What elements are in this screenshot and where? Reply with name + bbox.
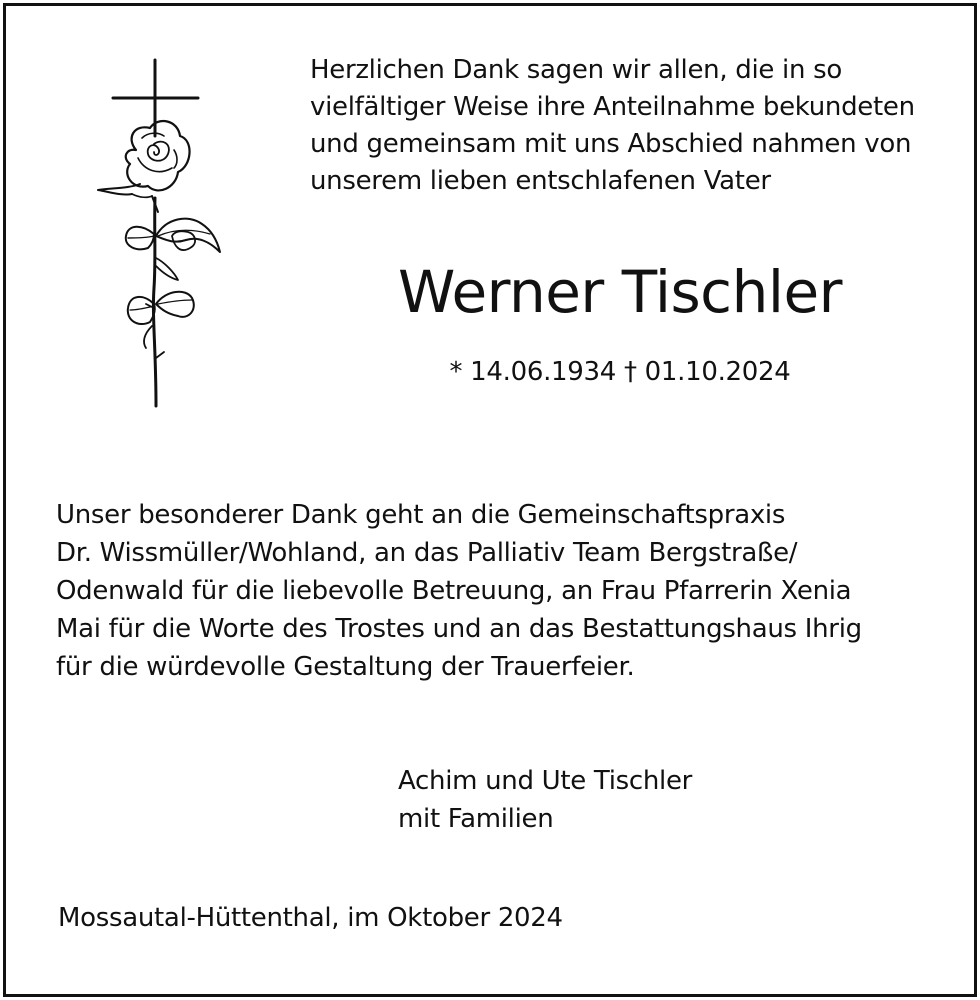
thanks-line: für die würdevolle Gestaltung der Trauerfeier. bbox=[56, 652, 635, 682]
thanks-line: Unser besonderer Dank geht an die Gemeinschaftspraxis bbox=[56, 500, 786, 530]
intro-line: Herzlichen Dank sagen wir allen, die in so bbox=[310, 55, 842, 85]
thanks-line: Dr. Wissmüller/Wohland, an das Palliativ Team Bergstraße/ bbox=[56, 538, 798, 568]
signers-block bbox=[398, 762, 898, 838]
deceased-name: Werner Tischler bbox=[398, 258, 842, 326]
signer-line: mit Familien bbox=[398, 804, 554, 834]
cross-with-rose-icon bbox=[92, 58, 224, 410]
place-and-date: Mossautal-Hüttenthal, im Oktober 2024 bbox=[58, 903, 563, 933]
thanks-line: Mai für die Worte des Trostes und an das Bestattungshaus Ihrig bbox=[56, 614, 862, 644]
thanks-line: Odenwald für die liebevolle Betreuung, an Frau Pfarrerin Xenia bbox=[56, 576, 852, 606]
intro-line: vielfältiger Weise ihre Anteilnahme bekundeten bbox=[310, 92, 915, 122]
intro-paragraph bbox=[310, 52, 950, 200]
birth-death-dates: * 14.06.1934 † 01.10.2024 bbox=[449, 357, 791, 387]
intro-line: unserem lieben entschlafenen Vater bbox=[310, 166, 771, 196]
special-thanks-paragraph bbox=[56, 496, 936, 686]
intro-line: und gemeinsam mit uns Abschied nahmen von bbox=[310, 129, 912, 159]
signer-line: Achim und Ute Tischler bbox=[398, 766, 693, 796]
